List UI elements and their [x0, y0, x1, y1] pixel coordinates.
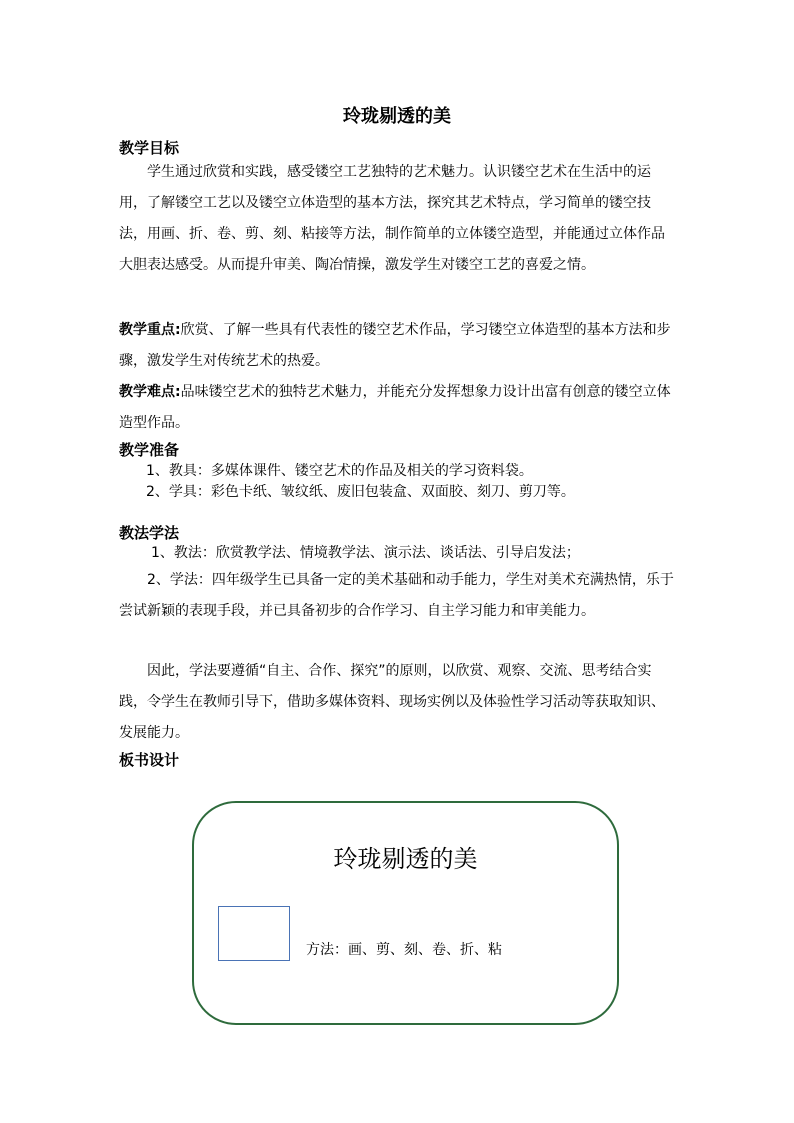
- prep-item: 2、学具：彩色卡纸、皱纹纸、废旧包装盒、双面胶、刻刀、剪刀等。: [146, 484, 575, 500]
- goals-heading: 教学目标: [119, 139, 180, 157]
- board-methods-text: 方法：画、剪、刻、卷、折、粘: [306, 942, 502, 958]
- methods-heading: 教法学法: [119, 524, 180, 542]
- difficulty-paragraph: [119, 377, 675, 439]
- key-points-paragraph: [119, 315, 675, 377]
- board-design-frame: [192, 801, 619, 1025]
- prep-heading: 教学准备: [119, 441, 180, 459]
- learning-method-paragraph: 2、学法：四年级学生已具备一定的美术基础和动手能力，学生对美术充满热情，乐于尝试新颖的表现手段，并已具备初步的合作学习、自主学习能力和审美能力。: [119, 572, 674, 619]
- board-title: 玲珑剔透的美: [333, 845, 478, 873]
- goals-paragraph: 学生通过欣赏和实践，感受镂空工艺独特的艺术魅力。认识镂空艺术在生活中的运用，了解镂空工艺以及镂空立体造型的基本方法，探究其艺术特点，学习简单的镂空技法，用画、折、卷、剪、刻、粘接等方法，制作简单的立体镂空造型，并能通过立体作品大胆表达感受。从而提升审美、陶冶情操，激发学生对镂空工艺的喜爱之情。: [119, 164, 665, 273]
- prep-item: 1、教具：多媒体课件、镂空艺术的作品及相关的学习资料袋。: [146, 463, 533, 479]
- board-image-placeholder: [218, 906, 290, 961]
- difficulty-label: 教学难点:: [119, 384, 181, 400]
- method-principle-paragraph: 因此，学法要遵循“自主、合作、探究”的原则，以欣赏、观察、交流、思考结合实践，令学生在教师引导下，借助多媒体资料、现场实例以及体验性学习活动等获取知识、发展能力。: [119, 663, 665, 741]
- teaching-method-line: 1、教法：欣赏教学法、情境教学法、演示法、谈话法、引导启发法；: [151, 545, 580, 561]
- board-heading: 板书设计: [119, 751, 180, 769]
- key-points-text: 欣赏、了解一些具有代表性的镂空艺术作品，学习镂空立体造型的基本方法和步骤，激发学生对传统艺术的热爱。: [119, 322, 671, 369]
- document-title: 玲珑剔透的美: [343, 106, 451, 127]
- key-points-label: 教学重点:: [119, 322, 181, 338]
- difficulty-text: 品味镂空艺术的独特艺术魅力，并能充分发挥想象力设计出富有创意的镂空立体造型作品。: [119, 384, 671, 431]
